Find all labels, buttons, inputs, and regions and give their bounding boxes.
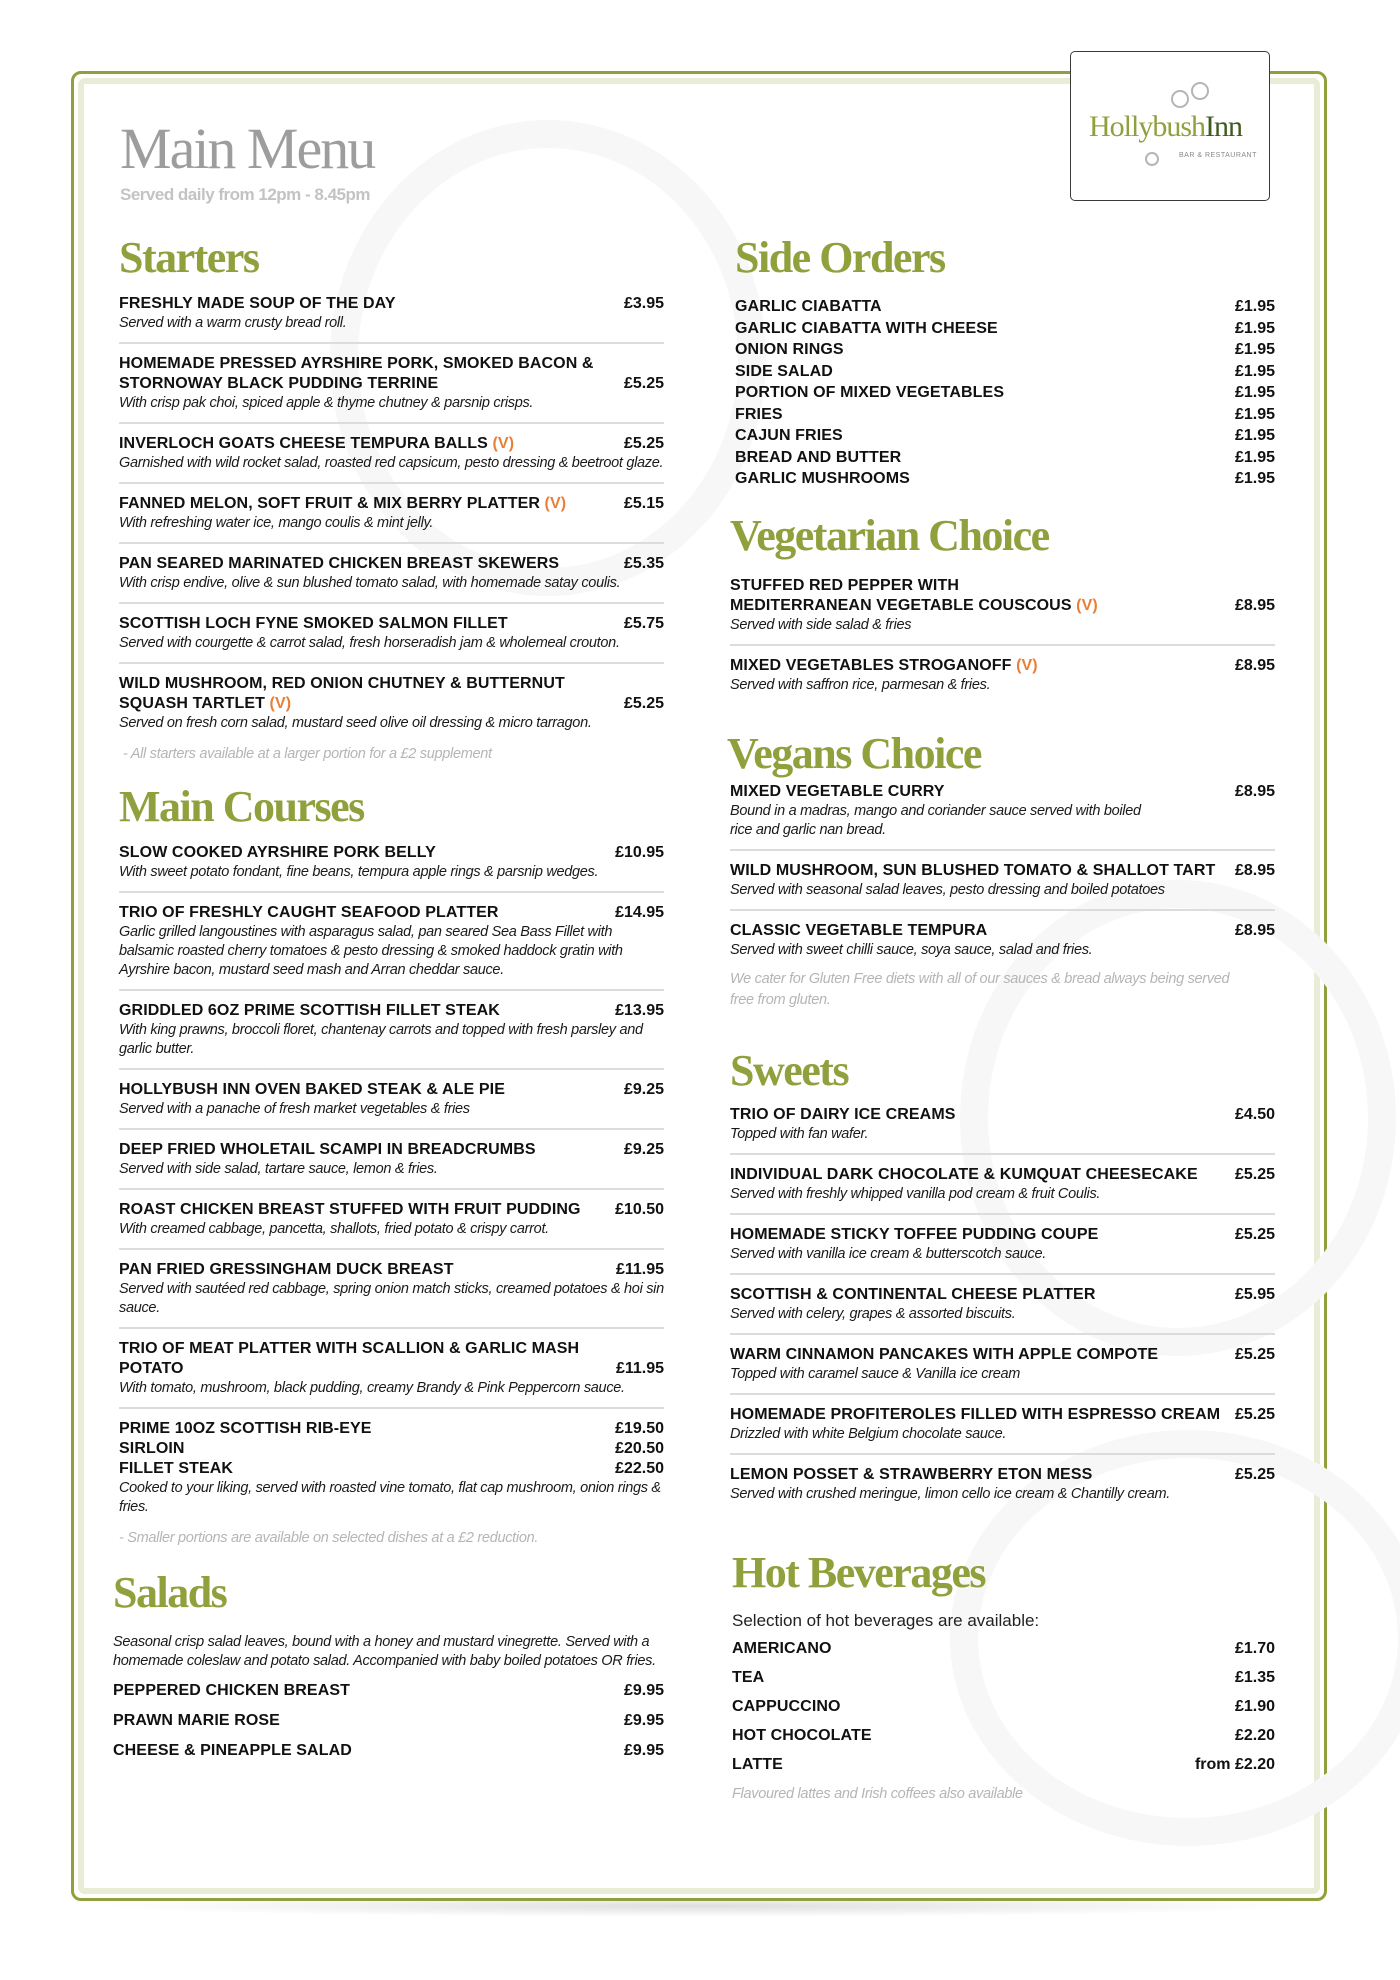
item-price: £1.95 bbox=[1234, 470, 1275, 487]
section-heading-salads: Salads bbox=[113, 1568, 227, 1617]
salad-item bbox=[113, 1741, 664, 1761]
service-hours: Served daily from 12pm - 8.45pm bbox=[120, 185, 370, 204]
side-item bbox=[735, 468, 1275, 490]
item-description: Served with side salad & fries bbox=[730, 616, 912, 633]
item-price: £4.50 bbox=[1234, 1105, 1275, 1123]
menu-item bbox=[119, 1080, 664, 1130]
item-price: £1.70 bbox=[1234, 1639, 1275, 1657]
salad-item bbox=[113, 1681, 664, 1701]
item-name: TRIO OF FRESHLY CAUGHT SEAFOOD PLATTER bbox=[119, 904, 499, 921]
item-name: WARM CINNAMON PANCAKES WITH APPLE COMPOTE bbox=[730, 1345, 1159, 1363]
sweets-section bbox=[730, 1045, 1275, 1513]
item-price: £1.95 bbox=[1234, 427, 1275, 444]
beverage-item bbox=[732, 1639, 1275, 1659]
item-description: Served with crushed meringue, limon cello ice cream & Chantilly cream. bbox=[730, 1485, 1170, 1502]
item-name-line1: STUFFED RED PEPPER WITH bbox=[730, 576, 959, 594]
item-name: FILLET STEAK bbox=[119, 1460, 234, 1477]
item-price: £5.25 bbox=[1234, 1405, 1275, 1423]
item-description: Served with courgette & carrot salad, fresh horseradish jam & wholemeal crouton. bbox=[119, 635, 620, 651]
item-description: With tomato, mushroom, black pudding, creamy Brandy & Pink Peppercorn sauce. bbox=[119, 1380, 625, 1396]
item-name: GRIDDLED 6OZ PRIME SCOTTISH FILLET STEAK bbox=[119, 1002, 500, 1019]
item-name: SLOW COOKED AYRSHIRE PORK BELLY bbox=[119, 844, 436, 861]
item-description: With sweet potato fondant, fine beans, tempura apple rings & parsnip wedges. bbox=[119, 864, 599, 880]
salad-item bbox=[113, 1711, 664, 1731]
item-name: SCOTTISH LOCH FYNE SMOKED SALMON FILLET bbox=[119, 615, 508, 632]
item-name: HOMEMADE PROFITEROLES FILLED WITH ESPRESSO CREAM bbox=[730, 1405, 1221, 1423]
item-name: PEPPERED CHICKEN BREAST bbox=[113, 1682, 351, 1699]
item-price: £8.95 bbox=[1234, 782, 1275, 800]
item-description: Drizzled with white Belgium chocolate sauce. bbox=[730, 1425, 1007, 1442]
item-price: £5.15 bbox=[623, 495, 664, 512]
item-name: PORTION OF MIXED VEGETABLES bbox=[735, 384, 1005, 401]
item-name: CAJUN FRIES bbox=[735, 427, 843, 444]
item-name: PRIME 10OZ SCOTTISH RIB-EYE bbox=[119, 1420, 372, 1437]
logo-wordmark bbox=[1089, 110, 1242, 144]
section-heading-side-orders: Side Orders bbox=[735, 233, 945, 282]
item-description: Served with freshly whipped vanilla pod cream & fruit Coulis. bbox=[730, 1185, 1101, 1202]
item-name: TRIO OF DAIRY ICE CREAMS bbox=[730, 1105, 956, 1123]
item-name: HOLLYBUSH INN OVEN BAKED STEAK & ALE PIE bbox=[119, 1081, 505, 1098]
item-name: FRESHLY MADE SOUP OF THE DAY bbox=[119, 295, 396, 312]
item-description: Served with sweet chilli sauce, soya sauce, salad and fries. bbox=[730, 941, 1093, 958]
menu-item bbox=[119, 294, 664, 344]
beverage-item bbox=[732, 1755, 1275, 1775]
side-item bbox=[735, 361, 1275, 383]
menu-item bbox=[730, 1285, 1275, 1335]
main-courses-note: - Smaller portions are available on selected dishes at a £2 reduction. bbox=[119, 1530, 539, 1546]
item-description: Garlic grilled langoustines with asparagus salad, pan seared Sea Bass Fillet with balsamic roasted cherry tomatoes & pesto dressing & smoked haddock gratin with Ayrshire bacon, mustard seed mash and Arran cheddar sauce. bbox=[119, 924, 623, 978]
main-courses-section bbox=[119, 782, 664, 1549]
item-price: £1.95 bbox=[1234, 362, 1275, 380]
menu-item bbox=[119, 434, 664, 484]
item-description: With refreshing water ice, mango coulis & mint jelly. bbox=[119, 515, 434, 531]
menu-item bbox=[730, 1405, 1275, 1455]
menu-item bbox=[730, 861, 1275, 911]
item-description: Served with saffron rice, parmesan & fries. bbox=[730, 676, 991, 693]
section-heading-vegan: Vegans Choice bbox=[727, 728, 981, 778]
menu-item bbox=[730, 1345, 1275, 1395]
item-price: £9.95 bbox=[623, 1712, 664, 1729]
item-price: £8.95 bbox=[1234, 861, 1275, 879]
logo-tagline: BAR & RESTAURANT bbox=[1179, 152, 1257, 159]
item-name: FRIES bbox=[735, 405, 783, 423]
menu-item bbox=[119, 554, 664, 604]
section-heading-vegetarian: Vegetarian Choice bbox=[730, 510, 1049, 560]
item-name: MEDITERRANEAN VEGETABLE COUSCOUS bbox=[730, 596, 1072, 614]
logo-swirl-icon bbox=[1171, 90, 1189, 108]
item-name: PRAWN MARIE ROSE bbox=[113, 1712, 280, 1729]
menu-item bbox=[730, 1225, 1275, 1275]
item-name: MIXED VEGETABLES STROGANOFF bbox=[730, 656, 1012, 674]
item-price: £1.90 bbox=[1234, 1697, 1275, 1715]
menu-item bbox=[119, 494, 664, 544]
item-name: SCOTTISH & CONTINENTAL CHEESE PLATTER bbox=[730, 1285, 1096, 1303]
menu-item bbox=[730, 1105, 1275, 1155]
right-column bbox=[727, 233, 1275, 1805]
section-heading-sweets: Sweets bbox=[730, 1045, 849, 1095]
item-price: £20.50 bbox=[615, 1440, 664, 1457]
menu-item bbox=[730, 656, 1275, 704]
vegetarian-marker: (V) bbox=[492, 435, 515, 452]
item-name: CHEESE & PINEAPPLE SALAD bbox=[113, 1742, 352, 1759]
menu-item bbox=[730, 921, 1275, 969]
vegetarian-marker: (V) bbox=[1016, 656, 1038, 674]
salads-section bbox=[113, 1568, 664, 1761]
menu-item bbox=[119, 614, 664, 664]
side-item bbox=[735, 382, 1275, 404]
side-item bbox=[735, 296, 1275, 318]
item-price: £5.95 bbox=[1234, 1285, 1275, 1303]
item-price: £11.95 bbox=[615, 1360, 664, 1377]
vegetarian-marker: (V) bbox=[544, 495, 567, 512]
item-name: LEMON POSSET & STRAWBERRY ETON MESS bbox=[730, 1465, 1093, 1483]
hot-beverages-note: Flavoured lattes and Irish coffees also available bbox=[732, 1785, 1023, 1802]
item-price: £2.20 bbox=[1234, 1726, 1275, 1744]
item-name: ONION RINGS bbox=[735, 341, 844, 358]
item-name: ROAST CHICKEN BREAST STUFFED WITH FRUIT PUDDING bbox=[119, 1201, 581, 1218]
item-description: Served with celery, grapes & assorted biscuits. bbox=[730, 1305, 1016, 1322]
salads-intro: Seasonal crisp salad leaves, bound with a honey and mustard vinegrette. Served with a homemade coleslaw and potato salad. Accompanied with baby boiled potatoes OR fries. bbox=[113, 1634, 656, 1669]
item-name: DEEP FRIED WHOLETAIL SCAMPI IN BREADCRUMBS bbox=[119, 1141, 536, 1158]
item-price: from £2.20 bbox=[1194, 1755, 1275, 1773]
item-price: £1.95 bbox=[1234, 405, 1275, 423]
item-name: SIRLOIN bbox=[119, 1440, 185, 1457]
item-description: Served on fresh corn salad, mustard seed olive oil dressing & micro tarragon. bbox=[119, 715, 592, 731]
item-name: HOMEMADE PRESSED AYRSHIRE PORK, SMOKED BACON & STORNOWAY BLACK PUDDING TERRINE bbox=[119, 355, 594, 392]
item-name: AMERICANO bbox=[732, 1639, 832, 1657]
vegetarian-marker: (V) bbox=[1076, 596, 1098, 614]
section-heading-starters: Starters bbox=[119, 233, 259, 282]
menu-item bbox=[730, 782, 1275, 851]
item-description: Served with a warm crusty bread roll. bbox=[119, 315, 347, 331]
side-item bbox=[735, 339, 1275, 361]
item-price: £5.25 bbox=[1234, 1225, 1275, 1243]
left-column bbox=[113, 233, 664, 1761]
item-name: HOT CHOCOLATE bbox=[732, 1726, 872, 1744]
item-name: BREAD AND BUTTER bbox=[735, 448, 902, 466]
hot-beverages-intro: Selection of hot beverages are available: bbox=[732, 1610, 1040, 1630]
item-price: £1.35 bbox=[1234, 1668, 1275, 1686]
item-description: With king prawns, broccoli floret, chantenay carrots and topped with fresh parsley and garlic butter. bbox=[119, 1022, 643, 1057]
item-name: HOMEMADE STICKY TOFFEE PUDDING COUPE bbox=[730, 1225, 1099, 1243]
logo-swirl-icon bbox=[1145, 152, 1159, 166]
item-description: Served with a panache of fresh market vegetables & fries bbox=[119, 1101, 470, 1117]
item-price: £8.95 bbox=[1234, 656, 1275, 674]
steak-options-item bbox=[119, 1419, 664, 1526]
item-price: £1.95 bbox=[1234, 319, 1275, 337]
menu-item bbox=[119, 1260, 664, 1329]
item-name: WILD MUSHROOM, SUN BLUSHED TOMATO & SHALLOT TART bbox=[730, 861, 1216, 879]
page-title: Main Menu bbox=[120, 116, 375, 181]
item-description: With crisp pak choi, spiced apple & thyme chutney & parsnip crisps. bbox=[119, 395, 534, 411]
item-price: £5.25 bbox=[1234, 1165, 1275, 1183]
item-name: LATTE bbox=[732, 1755, 783, 1773]
logo-name-part2: Inn bbox=[1205, 110, 1243, 143]
item-price: £8.95 bbox=[1234, 596, 1275, 614]
item-name: WILD MUSHROOM, RED ONION CHUTNEY & BUTTERNUT SQUASH TARTLET bbox=[119, 675, 565, 712]
item-price: £9.25 bbox=[623, 1081, 664, 1098]
item-name: MIXED VEGETABLE CURRY bbox=[730, 782, 945, 800]
item-price: £8.95 bbox=[1234, 921, 1275, 939]
item-name: PAN FRIED GRESSINGHAM DUCK BREAST bbox=[119, 1261, 454, 1278]
logo-swirl-icon bbox=[1191, 82, 1209, 100]
item-price: £1.95 bbox=[1234, 341, 1275, 358]
logo-box bbox=[1070, 51, 1270, 201]
item-description: With crisp endive, olive & sun blushed tomato salad, with homemade satay coulis. bbox=[119, 575, 621, 591]
item-name: GARLIC CIABATTA bbox=[735, 298, 882, 315]
item-price: £10.95 bbox=[615, 844, 664, 861]
item-price: £3.95 bbox=[623, 295, 664, 312]
item-price: £5.25 bbox=[623, 375, 664, 392]
menu-item bbox=[119, 1001, 664, 1070]
vegetarian-marker: (V) bbox=[269, 695, 292, 712]
item-description: Topped with fan wafer. bbox=[730, 1125, 869, 1142]
item-price: £9.95 bbox=[623, 1742, 664, 1759]
menu-item bbox=[119, 674, 664, 742]
item-description: Served with side salad, tartare sauce, lemon & fries. bbox=[119, 1161, 438, 1177]
item-description: Served with seasonal salad leaves, pesto dressing and boiled potatoes bbox=[730, 881, 1165, 898]
item-price: £11.95 bbox=[615, 1261, 664, 1278]
item-name: PAN SEARED MARINATED CHICKEN BREAST SKEWERS bbox=[119, 555, 560, 572]
item-price: £5.25 bbox=[623, 435, 664, 452]
item-name: FANNED MELON, SOFT FRUIT & MIX BERRY PLATTER bbox=[119, 495, 540, 512]
vegan-section bbox=[727, 728, 1275, 1011]
item-description: Served with sautéed red cabbage, spring onion match sticks, creamed potatoes & hoi sin sauce. bbox=[119, 1281, 664, 1316]
item-description: Served with vanilla ice cream & butterscotch sauce. bbox=[730, 1245, 1046, 1262]
menu-item bbox=[119, 1140, 664, 1190]
section-heading-main-courses: Main Courses bbox=[119, 782, 364, 831]
side-orders-section bbox=[735, 233, 1275, 490]
item-price: £1.95 bbox=[1234, 448, 1275, 466]
menu-item bbox=[730, 576, 1275, 646]
side-item bbox=[735, 447, 1275, 469]
item-price: £5.75 bbox=[623, 615, 664, 632]
gluten-free-note: We cater for Gluten Free diets with all of our sauces & bread always being served free from gluten. bbox=[730, 970, 1230, 1008]
menu-item bbox=[730, 1465, 1275, 1513]
menu-item bbox=[119, 1339, 664, 1409]
item-price: £5.25 bbox=[1234, 1345, 1275, 1363]
side-item bbox=[735, 404, 1275, 426]
item-description: Cooked to your liking, served with roasted vine tomato, flat cap mushroom, onion rings & fries. bbox=[119, 1480, 661, 1515]
item-price: £1.95 bbox=[1234, 298, 1275, 315]
item-price: £5.25 bbox=[623, 695, 664, 712]
item-description: Garnished with wild rocket salad, roasted red capsicum, pesto dressing & beetroot glaze. bbox=[119, 455, 664, 471]
side-item bbox=[735, 318, 1275, 340]
item-description: Topped with caramel sauce & Vanilla ice cream bbox=[730, 1365, 1021, 1382]
hot-beverages-section bbox=[732, 1547, 1275, 1805]
item-price: £9.25 bbox=[623, 1141, 664, 1158]
item-name: GARLIC MUSHROOMS bbox=[735, 470, 910, 487]
menu-item bbox=[730, 1165, 1275, 1215]
item-price: £10.50 bbox=[615, 1201, 664, 1218]
menu-item bbox=[119, 354, 664, 424]
item-name: TRIO OF MEAT PLATTER WITH SCALLION & GARLIC MASH POTATO bbox=[119, 1340, 580, 1377]
item-price: £22.50 bbox=[615, 1460, 664, 1477]
logo-name-part1: Hollybush bbox=[1089, 110, 1206, 143]
item-price: £5.35 bbox=[623, 555, 664, 572]
item-name: TEA bbox=[732, 1668, 765, 1686]
menu-item bbox=[119, 1200, 664, 1250]
item-price: £9.95 bbox=[623, 1682, 664, 1699]
menu-item bbox=[119, 843, 664, 893]
section-heading-hot-beverages: Hot Beverages bbox=[732, 1547, 985, 1597]
item-price: £14.95 bbox=[615, 904, 664, 921]
beverage-item bbox=[732, 1697, 1275, 1717]
starters-note: - All starters available at a larger portion for a £2 supplement bbox=[123, 746, 492, 762]
item-name: INVERLOCH GOATS CHEESE TEMPURA BALLS bbox=[119, 435, 488, 452]
item-price: £5.25 bbox=[1234, 1465, 1275, 1483]
item-name: SIDE SALAD bbox=[735, 362, 833, 380]
beverage-item bbox=[732, 1668, 1275, 1688]
starters-section bbox=[119, 233, 664, 765]
side-item bbox=[735, 425, 1275, 447]
item-price: £19.50 bbox=[615, 1420, 664, 1437]
item-name: INDIVIDUAL DARK CHOCOLATE & KUMQUAT CHEESECAKE bbox=[730, 1165, 1198, 1183]
item-description: With creamed cabbage, pancetta, shallots, fried potato & crispy carrot. bbox=[119, 1221, 549, 1237]
item-name: CAPPUCCINO bbox=[732, 1697, 841, 1715]
item-price: £1.95 bbox=[1234, 384, 1275, 401]
item-name: GARLIC CIABATTA WITH CHEESE bbox=[735, 319, 998, 337]
item-price: £13.95 bbox=[615, 1002, 664, 1019]
item-description: Bound in a madras, mango and coriander sauce served with boiled rice and garlic nan bread. bbox=[730, 802, 1141, 838]
item-name: CLASSIC VEGETABLE TEMPURA bbox=[730, 921, 988, 939]
menu-item bbox=[119, 903, 664, 991]
beverage-item bbox=[732, 1726, 1275, 1746]
vegetarian-section bbox=[730, 510, 1275, 704]
